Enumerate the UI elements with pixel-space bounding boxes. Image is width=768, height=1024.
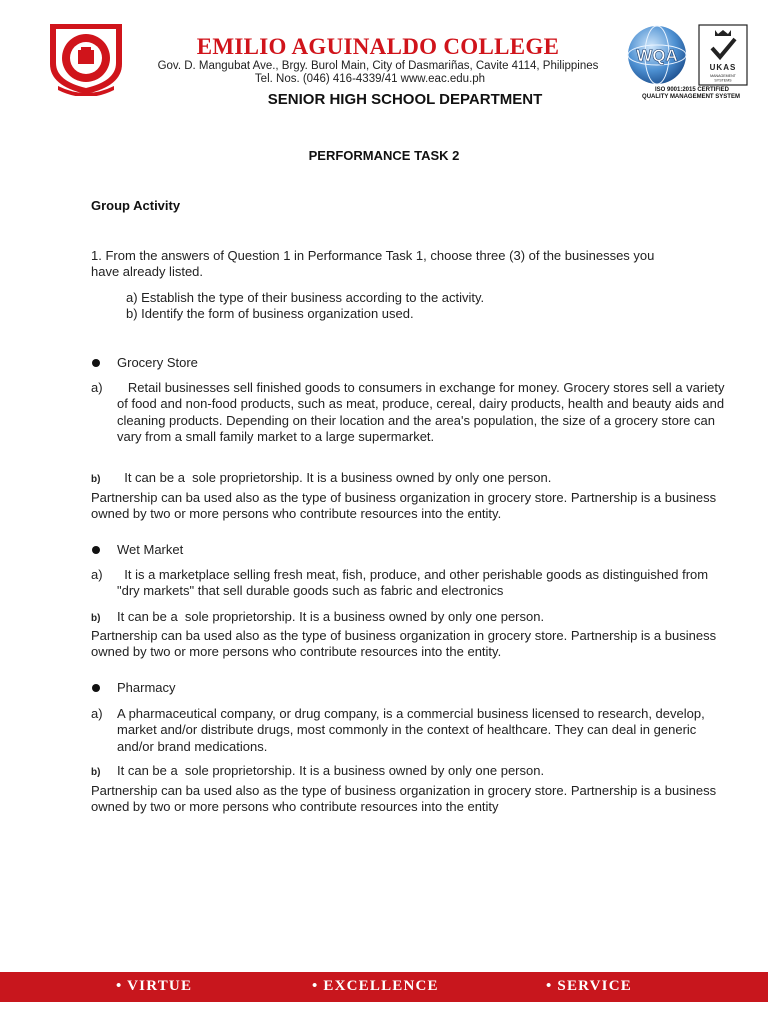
core-value-virtue: • VIRTUE — [116, 978, 193, 994]
wqa-globe-logo — [622, 24, 692, 86]
business-item-heading — [91, 542, 183, 557]
bullet-icon — [92, 359, 100, 367]
partnership-paragraph: Partnership can ba used also as the type of business organization in grocery store. Partnership is a business owned by two or more persons who contribute resources into the entity — [91, 783, 717, 815]
partnership-paragraph: Partnership can ba used also as the type of business organization in grocery store. Partnership is a business owned by two or more persons who contribute resources into the entity. — [91, 628, 717, 660]
item-label-a: a) — [91, 567, 103, 582]
business-type-paragraph — [91, 380, 731, 445]
business-type-text: It is a marketplace selling fresh meat, fish, produce, and other perishable goods as distinguished from "dry markets" that sell durable goods such as fabric and electronics — [117, 567, 712, 599]
item-label-a: a) — [91, 380, 103, 395]
ukas-logo — [698, 24, 748, 86]
item-label-b: b) — [91, 474, 101, 485]
question-1: 1. From the answers of Question 1 in Performance Task 1, choose three (3) of the businesses you have already listed. — [91, 248, 655, 280]
college-contact: Tel. Nos. (046) 416-4339/41 www.eac.edu.ph — [254, 73, 486, 85]
business-form-text: It can be a sole proprietorship. It is a business owned by only one person. — [117, 609, 545, 624]
core-value-service: • SERVICE — [546, 978, 632, 994]
item-label-a: a) — [91, 706, 103, 721]
business-form-line — [91, 763, 544, 781]
partnership-paragraph: Partnership can ba used also as the type of business organization in grocery store. Partnership is a business owned by two or more persons who contribute resources into the entity. — [91, 490, 717, 522]
business-item-heading — [91, 355, 198, 370]
business-name: Wet Market — [117, 542, 184, 557]
svg-text:WQA: WQA — [636, 46, 678, 65]
college-address: Gov. D. Mangubat Ave., Brgy. Burol Main, City of Dasmariñas, Cavite 4114, Philippines — [157, 60, 599, 72]
bullet-icon — [92, 546, 100, 554]
core-value-excellence: • EXCELLENCE — [312, 978, 439, 994]
section-heading: Group Activity — [91, 198, 181, 213]
iso-qms-label: QUALITY MANAGEMENT SYSTEM — [642, 94, 740, 100]
footer-bar — [0, 972, 768, 1002]
business-type-paragraph — [91, 567, 731, 600]
business-name: Grocery Store — [117, 355, 198, 370]
business-type-text: A pharmaceutical company, or drug company, is a commercial business licensed to research, develop, market and/or distribute drugs, most commonly in the context of healthcare. They can deal in generic and/or brand medications. — [117, 706, 709, 754]
business-form-line — [91, 609, 544, 627]
college-name: EMILIO AGUINALDO COLLEGE — [196, 34, 560, 59]
question-1-b: b) Identify the form of business organization used. — [126, 306, 414, 321]
business-form-text: It can be a sole proprietorship. It is a business owned by only one person. — [117, 470, 552, 485]
svg-text:SYSTEMS: SYSTEMS — [714, 78, 732, 83]
department-name: SENIOR HIGH SCHOOL DEPARTMENT — [267, 91, 543, 108]
business-type-paragraph — [91, 706, 731, 755]
iso-certification: ISO 9001:2015 CERTIFIED — [654, 87, 730, 93]
business-form-line — [91, 470, 551, 488]
svg-text:UKAS: UKAS — [709, 63, 737, 72]
business-form-text: It can be a sole proprietorship. It is a business owned by only one person. — [117, 763, 545, 778]
item-label-b: b) — [91, 767, 101, 778]
business-name: Pharmacy — [117, 680, 176, 695]
business-item-heading — [91, 680, 176, 695]
svg-text:MANAGEMENT: MANAGEMENT — [710, 74, 736, 78]
document-title: PERFORMANCE TASK 2 — [308, 148, 460, 163]
question-1-a: a) Establish the type of their business according to the activity. — [126, 290, 485, 305]
item-label-b: b) — [91, 613, 101, 624]
business-type-text: Retail businesses sell finished goods to consumers in exchange for money. Grocery stores sell a variety of food and non-food products, such as meat, produce, cereal, dairy products, health and beauty aids and cleaning products. Depending on their location and the area's population, the size of a grocery store can vary from a small family market to a large supermarket. — [117, 380, 729, 444]
bullet-icon — [92, 684, 100, 692]
college-seal-logo — [44, 20, 128, 96]
